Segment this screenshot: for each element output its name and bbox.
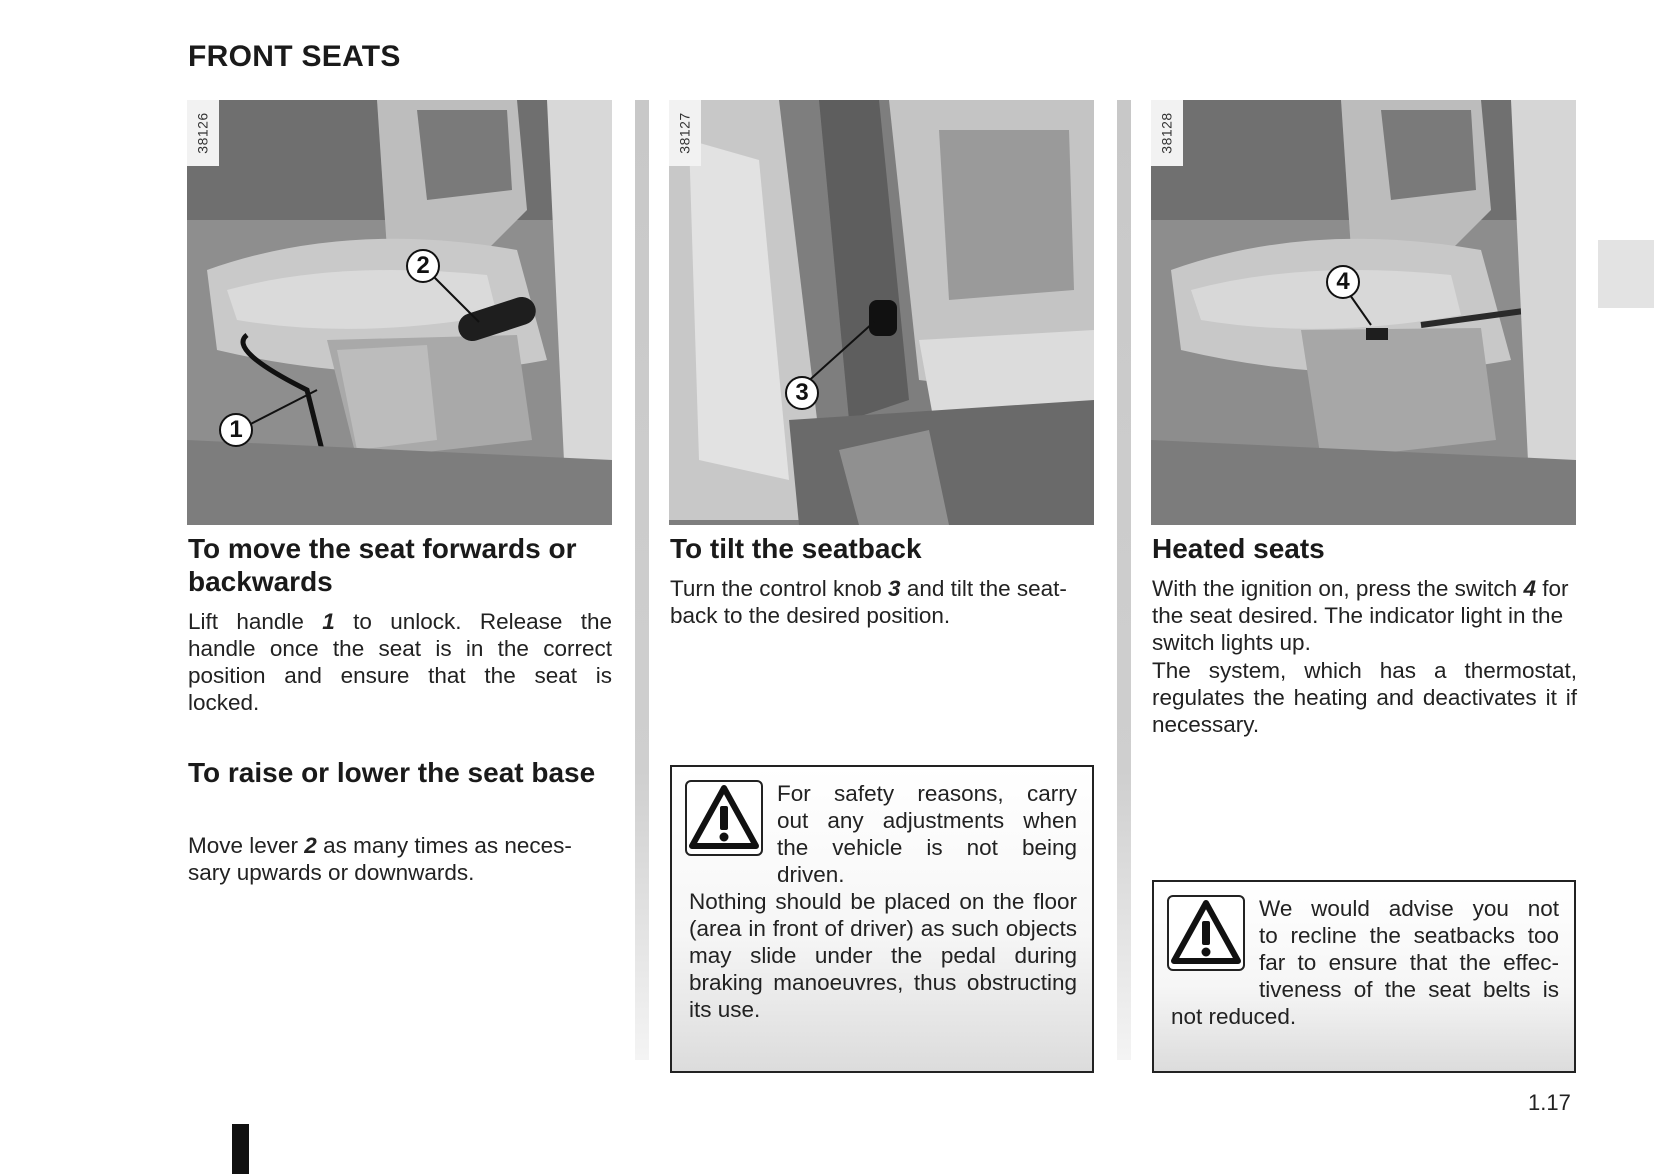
ref-number: 4 [1523, 576, 1536, 601]
seat-illustration [669, 100, 1094, 525]
section-body-move-seat: Lift handle 1 to unlock. Release the handle once the seat is in the correct position and ensure that the seat is locked. [188, 609, 612, 715]
warning-text-intro: We would advise you not to recline the seatbacks too far to ensure that the effec- tiveness of the seat belts is [1259, 896, 1559, 1002]
chapter-thumb-tab [1598, 240, 1654, 308]
ref-number: 3 [888, 576, 901, 601]
page-title: FRONT SEATS [188, 40, 401, 73]
callout-4: 4 [1326, 265, 1360, 299]
section-heading-tilt-seatback: To tilt the seatback [670, 533, 922, 564]
seat-photo-tilt-knob [669, 100, 1094, 525]
warning-triangle-icon [685, 780, 763, 856]
photo-reference-number: 38128 [1151, 100, 1183, 166]
warning-text-body: not reduced. [1171, 1004, 1297, 1029]
seat-photo-handle-lever [187, 100, 612, 525]
safety-warning-box [670, 765, 1094, 1073]
seat-illustration [1151, 100, 1576, 525]
photo-reference-number: 38127 [669, 100, 701, 166]
page-edge-marker [232, 1124, 249, 1174]
section-body-raise-seat: Move lever 2 as many times as neces-sary upwards or downwards. [188, 833, 572, 885]
seat-illustration [187, 100, 612, 525]
photo-reference-number: 38126 [187, 100, 219, 166]
warning-text-body: Nothing should be placed on the floor (area in front of driver) as such objects may slide under the pedal during braking manoeuvres, thus obstructing its use. [689, 889, 1077, 1022]
ref-number: 1 [322, 609, 335, 634]
section-heading-move-seat: To move the seat forwards or backwards [188, 533, 577, 597]
seat-photo-heated-switch [1151, 100, 1576, 525]
section-body-heated-seats-thermostat: The system, which has a thermostat, regulates the heating and deactivates it if necessary. [1152, 658, 1577, 737]
column-divider [635, 100, 649, 1060]
section-heading-raise-seat: To raise or lower the seat base [188, 757, 596, 788]
page-number: 1.17 [1528, 1090, 1571, 1115]
column-divider [1117, 100, 1131, 1060]
section-body-tilt-seatback: Turn the control knob 3 and tilt the seat-back to the desired position. [670, 576, 1067, 628]
seatbelt-warning-box [1152, 880, 1576, 1073]
callout-3: 3 [785, 376, 819, 410]
warning-triangle-icon [1167, 895, 1245, 971]
callout-2: 2 [406, 249, 440, 283]
warning-text-intro: For safety reasons, carry out any adjustments when the vehicle is not being driven. [777, 781, 1077, 887]
section-heading-heated-seats: Heated seats [1152, 533, 1325, 564]
ref-number: 2 [304, 833, 317, 858]
callout-1: 1 [219, 413, 253, 447]
section-body-heated-seats: With the ignition on, press the switch 4 for the seat desired. The indicator light in the switch lights up. [1152, 576, 1569, 655]
